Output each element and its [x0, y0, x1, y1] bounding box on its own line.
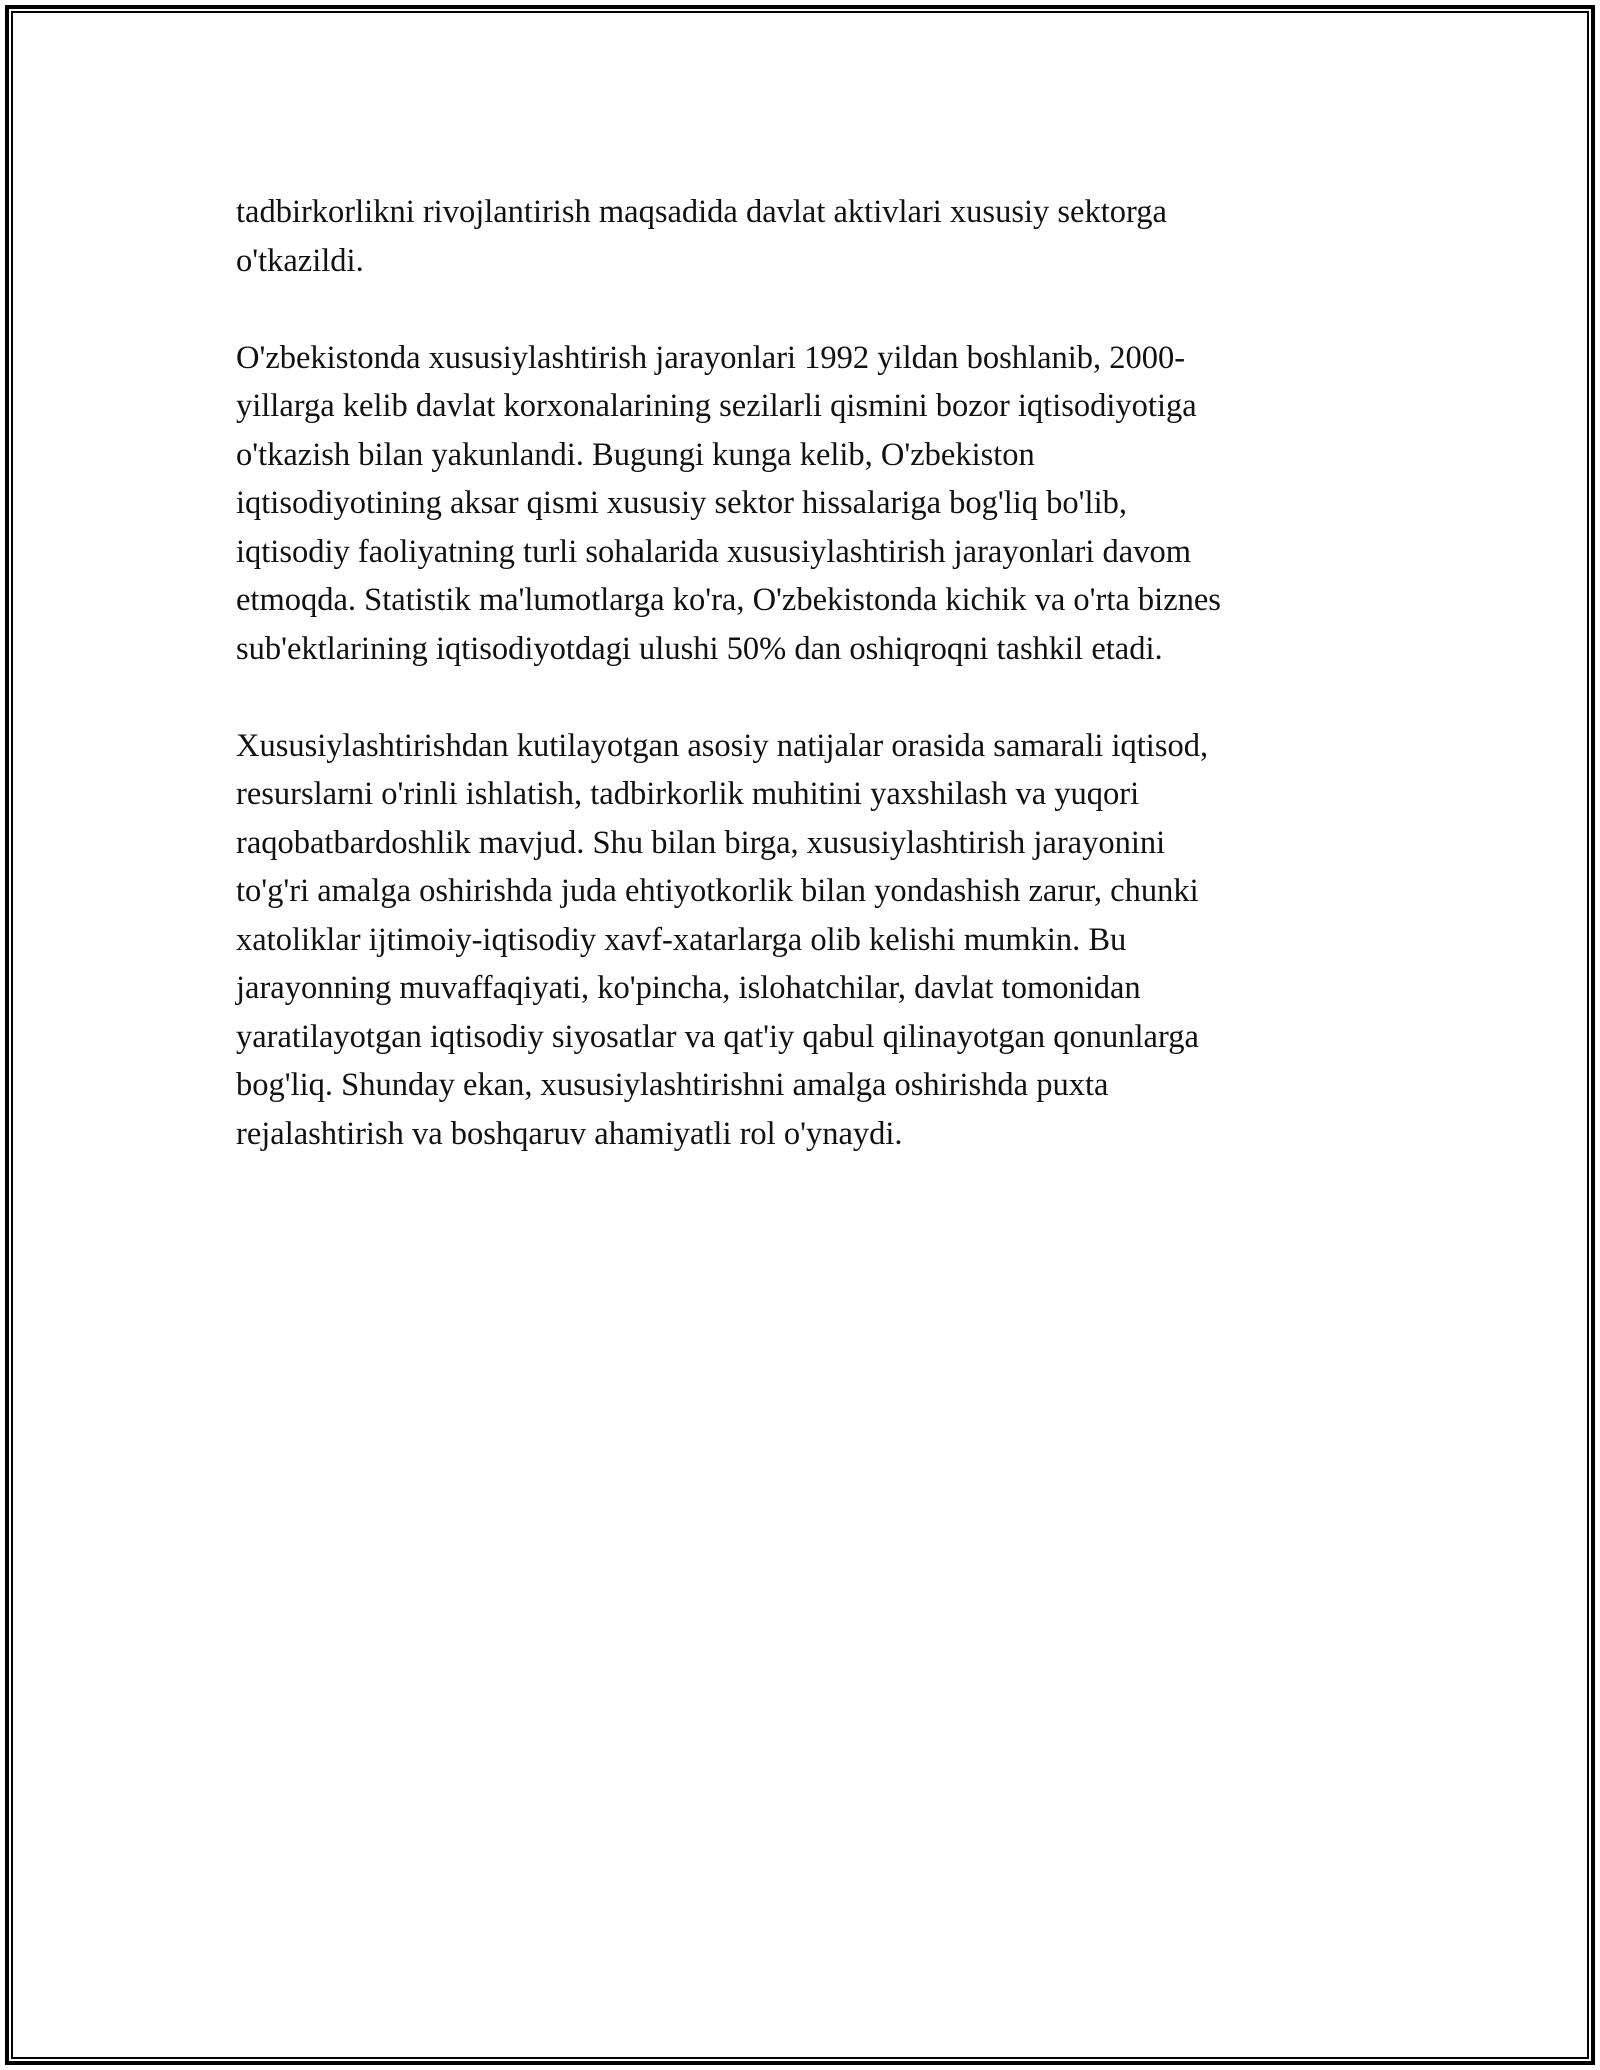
paragraph-3: Xususiylashtirishdan kutilayotgan asosiy natijalar orasida samarali iqtisod, resurslarni o'rinli ishlatish, tadbirkorlik muhitini yaxshilash va yuqori raqobatbardoshlik mavjud. Shu bilan birga, xususiylashtirish jarayonini to'g'ri amalga oshirishda juda ehtiyotkorlik bilan yondashish zarur, chunki xatoliklar ijtimoiy-iqtisodiy xavf-xatarlarga olib kelishi mumkin. Bu jarayonning muvaffaqiyati, ko'pincha, islohatchilar, davlat tomonidan yaratilayotgan iqtisodiy siyosatlar va qat'iy qabul qilinayotgan qonunlarga bog'liq. Shunday ekan, xususiylashtirishni amalga oshirishda puxta rejalashtirish va boshqaruv ahamiyatli rol o'ynaydi. — [236, 727, 1209, 1152]
paragraph-1: tadbirkorlikni rivojlantirish maqsadida davlat aktivlari xususiy sektorga o'tkazildi. — [236, 194, 1167, 279]
document-body — [236, 188, 1366, 1207]
paragraph-2: O'zbekistonda xususiylashtirish jarayonlari 1992 yildan boshlanib, 2000- yillarga kelib davlat korxonalarining sezilarli qismini bozor iqtisodiyotiga o'tkazish bilan yakunlandi. Bugungi kunga kelib, O'zbekiston iqtisodiyotining aksar qismi xususiy sektor hissalariga bog'liq bo'lib, iqtisodiy faoliyatning turli sohalarida xususiylashtirish jarayonlari davom etmoqda. Statistik ma'lumotlarga ko'ra, O'zbekistonda kichik va o'rta biznes sub'ektlarining iqtisodiyotdagi ulushi 50% dan oshiqroqni tashkil etadi. — [236, 339, 1221, 667]
